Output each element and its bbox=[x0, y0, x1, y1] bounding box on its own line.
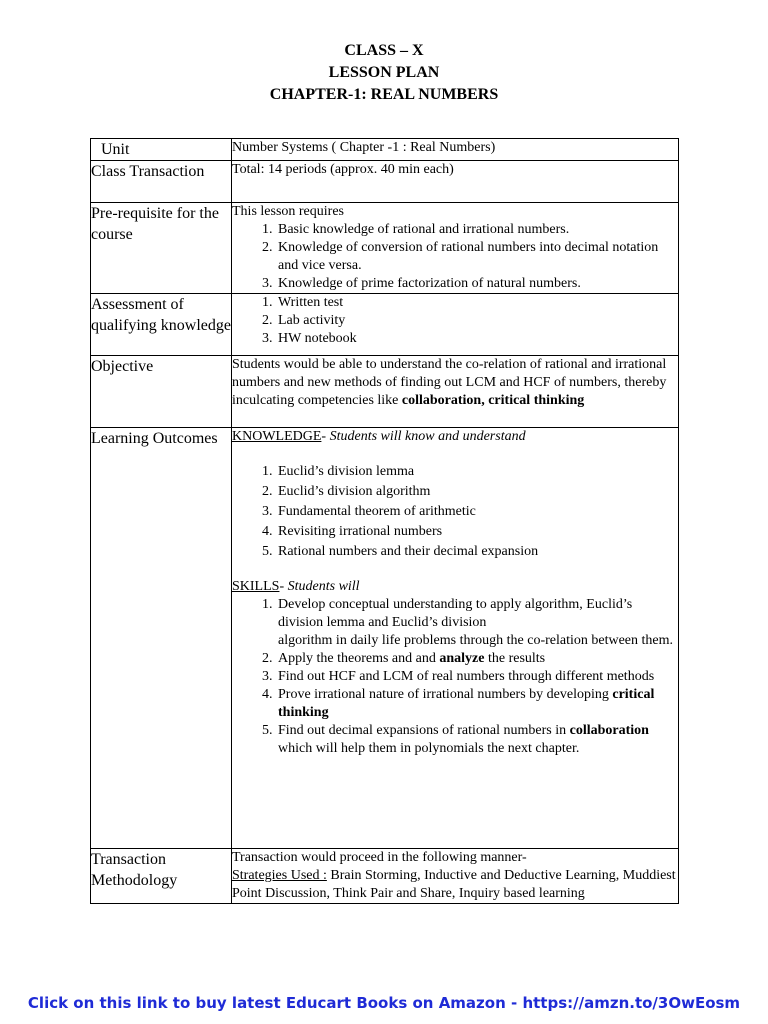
knowledge-subheading: Students will know and understand bbox=[329, 429, 526, 444]
row-assessment bbox=[91, 294, 679, 356]
list-item bbox=[276, 650, 678, 668]
assessment-label: Assessment of qualifying knowledge bbox=[91, 294, 232, 356]
skill-1-part-a: Develop conceptual understanding to apply algorithm, Euclid’s division lemma and Euclid’s division bbox=[278, 597, 633, 630]
unit-value: Number Systems ( Chapter -1 : Real Numbers) bbox=[232, 139, 679, 161]
skills-heading-line bbox=[232, 578, 678, 596]
row-prerequisite bbox=[91, 203, 679, 294]
list-item: 2. Lab activity bbox=[276, 312, 678, 330]
objective-competencies: collaboration, critical thinking bbox=[401, 393, 585, 408]
methodology-strategies bbox=[232, 867, 678, 903]
skill-5-part-a: Find out decimal expansions of rational numbers in bbox=[278, 723, 570, 738]
row-objective bbox=[91, 356, 679, 428]
unit-label: Unit bbox=[91, 139, 232, 161]
list-item: 1. Written test bbox=[276, 294, 678, 312]
document-lesson-plan-title: LESSON PLAN bbox=[328, 64, 440, 81]
methodology-content bbox=[232, 849, 679, 904]
class-transaction-value: Total: 14 periods (approx. 40 min each) bbox=[232, 161, 679, 203]
strategies-label: Strategies Used : bbox=[232, 868, 327, 883]
skill-2-analyze: analyze bbox=[439, 651, 485, 666]
skills-separator: - bbox=[279, 579, 288, 594]
skill-4-critical-thinking: critical thinking bbox=[278, 687, 655, 720]
methodology-intro: Transaction would proceed in the following manner- bbox=[232, 850, 527, 865]
row-transaction-methodology bbox=[91, 849, 679, 904]
methodology-label: Transaction Methodology bbox=[91, 849, 232, 904]
skill-2-part-c: the results bbox=[484, 651, 546, 666]
objective-content bbox=[232, 356, 679, 428]
skills-list bbox=[232, 596, 678, 758]
skill-4-part-a: Prove irrational nature of irrational numbers by developing bbox=[278, 687, 613, 702]
list-item: 1. Euclid’s division lemma bbox=[276, 463, 678, 481]
class-transaction-label: Class Transaction bbox=[91, 161, 232, 203]
learning-outcomes-content bbox=[232, 428, 679, 849]
list-item: 2. Knowledge of conversion of rational numbers into decimal notation and vice versa. bbox=[276, 239, 678, 275]
list-item bbox=[276, 722, 678, 758]
list-item: 3. Find out HCF and LCM of real numbers through different methods bbox=[276, 668, 678, 686]
document-chapter-title: CHAPTER-1: REAL NUMBERS bbox=[269, 86, 499, 103]
promo-footer[interactable] bbox=[0, 994, 768, 1012]
knowledge-separator: - bbox=[321, 429, 330, 444]
list-item: 2. Euclid’s division algorithm bbox=[276, 483, 678, 501]
list-item: 3. HW notebook bbox=[276, 330, 678, 348]
list-item: 3. Fundamental theorem of arithmetic bbox=[276, 503, 678, 521]
skill-5-part-c: which will help them in polynomials the next chapter. bbox=[278, 741, 580, 756]
knowledge-heading-line bbox=[232, 428, 678, 446]
knowledge-heading: KNOWLEDGE bbox=[232, 429, 322, 444]
skills-subheading: Students will bbox=[287, 579, 360, 594]
skill-1-part-b: algorithm in daily life problems through the co-relation between them. bbox=[278, 633, 674, 648]
row-class-transaction bbox=[91, 161, 679, 203]
prerequisite-content bbox=[232, 203, 679, 294]
strategies-text: Brain Storming, Inductive and Deductive Learning, Muddiest Point Discussion, Think Pair and Share, Inquiry based learning bbox=[232, 868, 676, 901]
skill-5-collaboration: collaboration bbox=[569, 723, 649, 738]
objective-text: Students would be able to understand the co-relation of rational and irrational numbers and new methods of finding out LCM and HCF of numbers, thereby inculcating competencies like bbox=[232, 357, 667, 408]
objective-label: Objective bbox=[91, 356, 232, 428]
lesson-plan-table bbox=[90, 138, 679, 904]
list-item: 3. Knowledge of prime factorization of natural numbers. bbox=[276, 275, 678, 293]
list-item: 4. Revisiting irrational numbers bbox=[276, 523, 678, 541]
prerequisite-intro: This lesson requires bbox=[232, 204, 344, 219]
assessment-list bbox=[232, 294, 678, 348]
promo-text: Click on this link to buy latest Educart Books on Amazon - bbox=[27, 994, 523, 1012]
list-item: 5. Rational numbers and their decimal expansion bbox=[276, 543, 678, 561]
document-class-title: CLASS – X bbox=[344, 42, 424, 59]
prerequisite-label: Pre-requisite for the course bbox=[91, 203, 232, 294]
prerequisite-list bbox=[232, 221, 678, 293]
amazon-link[interactable]: https://amzn.to/3OwEosm bbox=[522, 994, 741, 1012]
skills-heading: SKILLS bbox=[232, 579, 280, 594]
knowledge-list bbox=[232, 463, 678, 561]
assessment-content bbox=[232, 294, 679, 356]
row-unit bbox=[91, 139, 679, 161]
row-learning-outcomes bbox=[91, 428, 679, 849]
skill-2-part-a: Apply the theorems and and bbox=[278, 651, 440, 666]
learning-outcomes-label: Learning Outcomes bbox=[91, 428, 232, 849]
list-item: 1. Basic knowledge of rational and irrational numbers. bbox=[276, 221, 678, 239]
list-item bbox=[276, 686, 678, 722]
list-item bbox=[276, 596, 678, 650]
